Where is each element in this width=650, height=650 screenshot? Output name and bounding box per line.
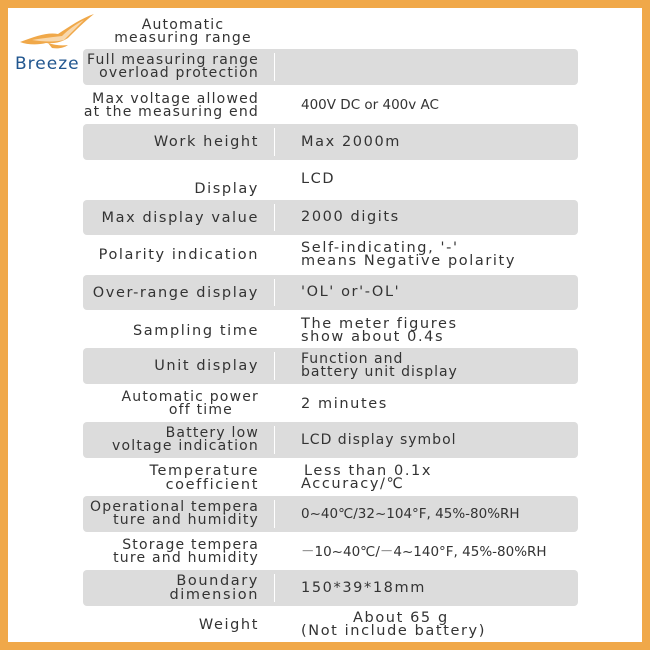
- column-divider: [274, 279, 275, 306]
- spec-row: [83, 386, 578, 422]
- spec-value-line: －10~40℃/－4~140°F, 45%-80%RH: [301, 543, 547, 560]
- spec-value-line: Less than 0.1x: [304, 463, 433, 479]
- spec-row: [83, 570, 578, 606]
- spec-label-line: Max voltage allowed: [92, 90, 259, 107]
- spec-label-line: Max display value: [101, 209, 259, 226]
- spec-value: [301, 608, 574, 642]
- spec-label-line: Sampling time: [132, 322, 259, 339]
- spec-value: [301, 88, 574, 123]
- spec-value-line: About 65 g: [353, 610, 449, 626]
- column-divider: [274, 92, 275, 119]
- spec-label-line: voltage indication: [112, 438, 259, 454]
- spec-value: [301, 496, 574, 532]
- spec-value-line: battery unit display: [301, 364, 458, 380]
- spec-label-line: Work height: [153, 134, 259, 150]
- spec-label: [83, 163, 259, 199]
- spec-row: [83, 200, 578, 235]
- spec-label-line: Battery low: [165, 425, 259, 441]
- spec-label: [83, 275, 259, 310]
- spec-value: [301, 570, 574, 606]
- spec-label: [83, 348, 259, 384]
- spec-value: [301, 163, 574, 199]
- column-divider: [274, 464, 275, 492]
- spec-value: [301, 348, 574, 384]
- spec-value-line: LCD display symbol: [301, 431, 457, 448]
- spec-value-line: (Not include battery): [301, 623, 486, 639]
- spec-label: [83, 124, 259, 160]
- spec-value-line: Accuracy/℃: [301, 476, 405, 492]
- column-divider: [274, 426, 275, 454]
- spec-label: [83, 49, 259, 85]
- spec-row: [83, 88, 578, 123]
- spec-label-line: Temperature: [149, 463, 259, 479]
- spec-value: [301, 422, 574, 458]
- spec-label: [103, 16, 263, 48]
- spec-value-line: 150*39*18mm: [301, 579, 426, 596]
- spec-label-line: Unit display: [154, 358, 259, 374]
- spec-label: [83, 496, 259, 532]
- column-divider: [274, 612, 275, 638]
- spec-label-line: coefficient: [165, 477, 259, 493]
- spec-row: [83, 496, 578, 532]
- spec-row: [83, 460, 578, 496]
- spec-label: [83, 422, 259, 458]
- spec-row: [83, 163, 578, 199]
- spec-label-line: Automatic: [141, 17, 225, 33]
- spec-row: [83, 312, 578, 349]
- column-divider: [274, 204, 275, 231]
- spec-row: [83, 608, 578, 642]
- spec-value-line: Self-indicating, '-': [301, 240, 459, 256]
- spec-label-line: Storage tempera: [122, 537, 259, 553]
- spec-value: [301, 237, 574, 273]
- spec-value-line: LCD: [301, 171, 336, 187]
- spec-value-line: 'OL' or'-OL': [301, 284, 401, 300]
- spec-label-line: Over-range display: [92, 284, 259, 301]
- spec-label: [83, 88, 259, 123]
- spec-value-line: 2000 digits: [301, 209, 400, 225]
- spec-label-line: ture and humidity: [113, 550, 259, 566]
- column-divider: [274, 316, 275, 345]
- spec-value: [301, 312, 574, 349]
- spec-value-line: means Negative polarity: [301, 253, 517, 269]
- column-divider: [274, 390, 275, 418]
- spec-label-line: overload protection: [99, 65, 259, 81]
- spec-value-line: Max 2000m: [301, 133, 402, 150]
- spec-label: [83, 386, 259, 422]
- spec-label: [83, 608, 259, 642]
- spec-label-line: Weight: [198, 617, 259, 633]
- spec-row: [83, 275, 578, 310]
- spec-label: [83, 237, 259, 273]
- spec-label-line: measuring range: [114, 30, 252, 46]
- column-divider: [274, 20, 275, 44]
- spec-value-line: 2 minutes: [301, 395, 388, 412]
- spec-value-line: Function and: [301, 351, 404, 367]
- spec-label-line: off time: [168, 402, 233, 418]
- spec-label: [83, 460, 259, 496]
- spec-value: [301, 386, 574, 422]
- column-divider: [274, 538, 275, 566]
- spec-value: [301, 275, 574, 310]
- spec-label-line: at the measuring end: [83, 103, 259, 120]
- column-divider: [274, 167, 275, 195]
- spec-label-line: Operational tempera: [90, 499, 259, 515]
- spec-value-line: 400V DC or 400v AC: [301, 97, 439, 113]
- spec-row: [83, 422, 578, 458]
- spec-value-line: show about 0.4s: [301, 328, 445, 345]
- spec-row: [83, 237, 578, 273]
- spec-label-line: dimension: [169, 587, 259, 603]
- spec-value: [301, 534, 574, 570]
- spec-row: [83, 16, 578, 48]
- column-divider: [274, 500, 275, 528]
- spec-value: [301, 460, 574, 496]
- spec-label: [83, 534, 259, 570]
- spec-label-line: Polarity indication: [98, 247, 259, 263]
- spec-label-line: ture and humidity: [113, 512, 259, 528]
- brand-name: Breeze: [15, 54, 80, 74]
- spec-row: [83, 348, 578, 384]
- spec-label: [83, 200, 259, 235]
- column-divider: [274, 128, 275, 156]
- column-divider: [274, 241, 275, 269]
- spec-row: [83, 534, 578, 570]
- spec-label-line: Boundary: [176, 573, 259, 589]
- brand-logo: [12, 12, 92, 82]
- spec-value: [301, 124, 574, 160]
- spec-label-line: Automatic power: [121, 389, 259, 405]
- spec-value: [301, 200, 574, 235]
- column-divider: [274, 53, 275, 81]
- spec-value-line: The meter figures: [301, 315, 458, 332]
- spec-label: [83, 570, 259, 606]
- column-divider: [274, 352, 275, 380]
- spec-label-line: Full measuring range: [87, 52, 259, 68]
- spec-row: [83, 124, 578, 160]
- spec-value-line: 0~40℃/32~104°F, 45%-80%RH: [301, 505, 520, 522]
- spec-row: [83, 49, 578, 85]
- spec-label: [83, 312, 259, 349]
- spec-label-line: Display: [194, 181, 259, 197]
- spec-sheet: [8, 8, 642, 642]
- column-divider: [274, 574, 275, 602]
